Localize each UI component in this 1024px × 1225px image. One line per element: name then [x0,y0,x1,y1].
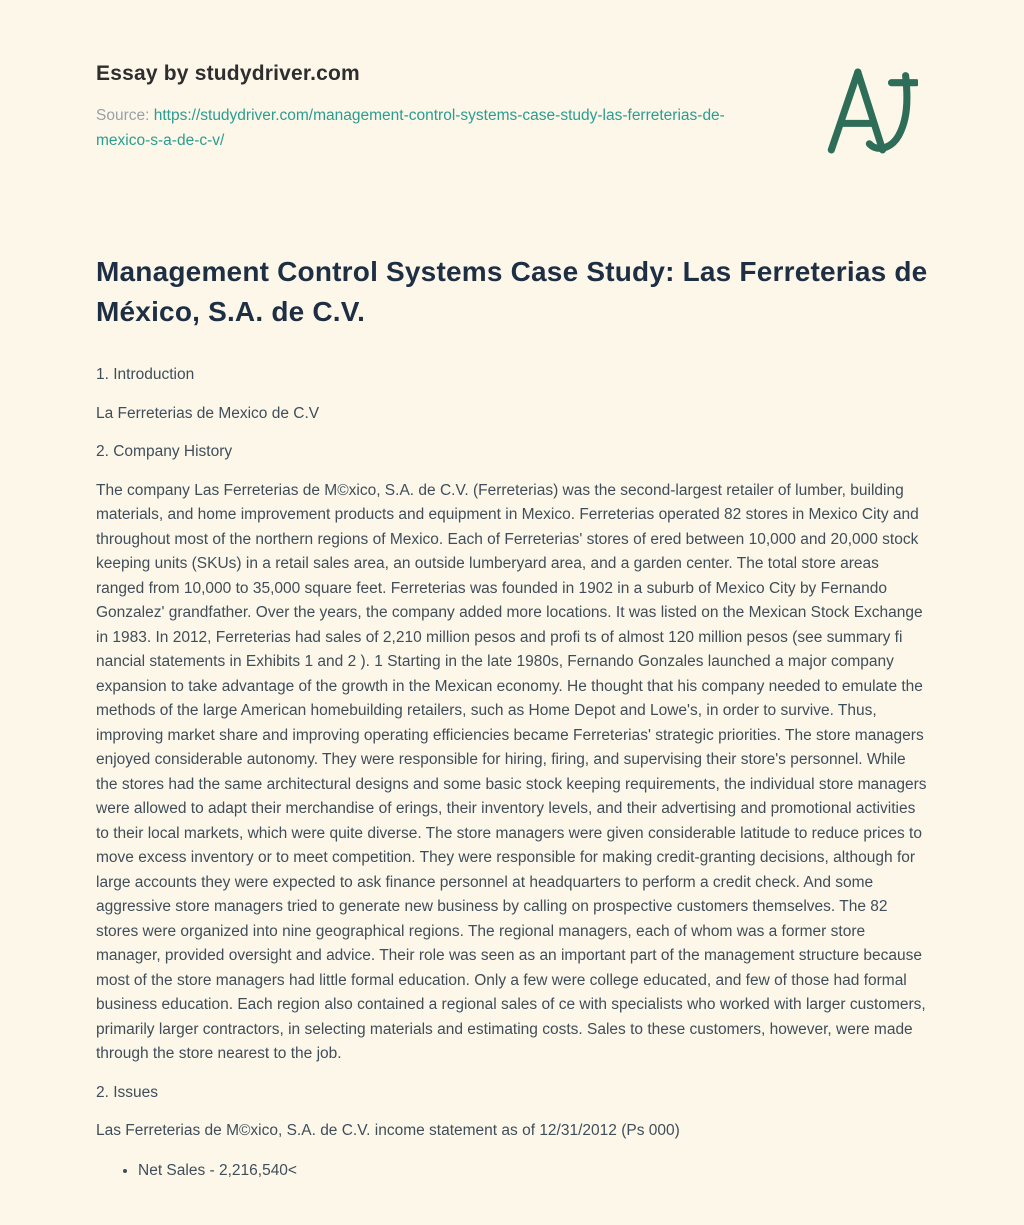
company-history-paragraph: The company Las Ferreterias de M©xico, S.A. de C.V. (Ferreterias) was the second-largest retailer of lumber, building materials, and home improvement products and equipment in Mexico. Ferreterias operated 82 stores in Mexico City and throughout most of the northern regions of Mexico. Each of Ferreterias' stores of ered between 10,000 and 20,000 stock keeping units (SKUs) in a retail sales area, an outside lumberyard area, and a garden center. The total store areas ranged from 10,000 to 35,000 square feet. Ferreterias was founded in 1902 in a suburb of Mexico City by Fernando Gonzalez' grandfather. Over the years, the company added more locations. It was listed on the Mexican Stock Exchange in 1983. In 2012, Ferreterias had sales of 2,210 million pesos and profi ts of almost 120 million pesos (see summary fi nancial statements in Exhibits 1 and 2 ). 1 Starting in the late 1980s, Fernando Gonzales launched a major company expansion to take advantage of the growth in the Mexican economy. He thought that his company needed to emulate the methods of the large American homebuilding retailers, such as Home Depot and Lowe's, in order to survive. Thus, improving market share and improving operating efficiencies became Ferreterias' strategic priorities. The store managers enjoyed considerable autonomy. They were responsible for hiring, firing, and supervising their store's personnel. While the stores had the same architectural designs and some basic stock keeping requirements, the individual store managers were allowed to adapt their merchandise of erings, their inventory levels, and their advertising and promotional activities to their local markets, which were quite diverse. The store managers were given considerable latitude to reduce prices to move excess inventory or to meet competition. They were responsible for making credit-granting decisions, although for large accounts they were expected to ask finance personnel at headquarters to perform a credit check. And some aggressive store managers tried to generate new business by calling on prospective customers themselves. The 82 stores were organized into nine geographical regions. The regional managers, each of whom was a former store manager, provided oversight and advice. Their role was seen as an important part of the management structure because most of the store managers had little formal education. Only a few were college educated, and few of those had formal business education. Each region also contained a regional sales of ce with specialists who worked with larger customers, primarily larger contractors, in selecting materials and estimating costs. Sales to these customers, however, were made through the store nearest to the job. [96,481,927,1062]
byline: Essay by studydriver.com [96,62,360,85]
logo-a-right-stroke [858,72,883,150]
section-heading-introduction: 1. Introduction [96,366,195,383]
studydriver-logo [826,64,918,158]
income-statement-intro-line: Las Ferreterias de M©xico, S.A. de C.V. income statement as of 12/31/2012 (Ps 000) [96,1122,680,1139]
section-heading-issues: 2. Issues [96,1083,159,1101]
source-line [96,103,772,153]
logo-a-left-stroke [831,72,858,150]
section-heading-company-history: 2. Company History [96,443,233,460]
source-label: Source: [96,107,150,124]
bullet-item-net-sales: • Net Sales - 2,216,540< [138,1159,928,1184]
page-title: Management Control Systems Case Study: Las Ferreterias de México, S.A. de C.V. [96,256,928,327]
introduction-text: La Ferreterias de Mexico de C.V [96,404,320,422]
income-statement-bullet-list [96,1159,928,1184]
source-link[interactable]: https://studydriver.com/management-control-systems-case-study-las-ferreterias-de-mexico-s-a-de-c-v/ [96,107,725,149]
